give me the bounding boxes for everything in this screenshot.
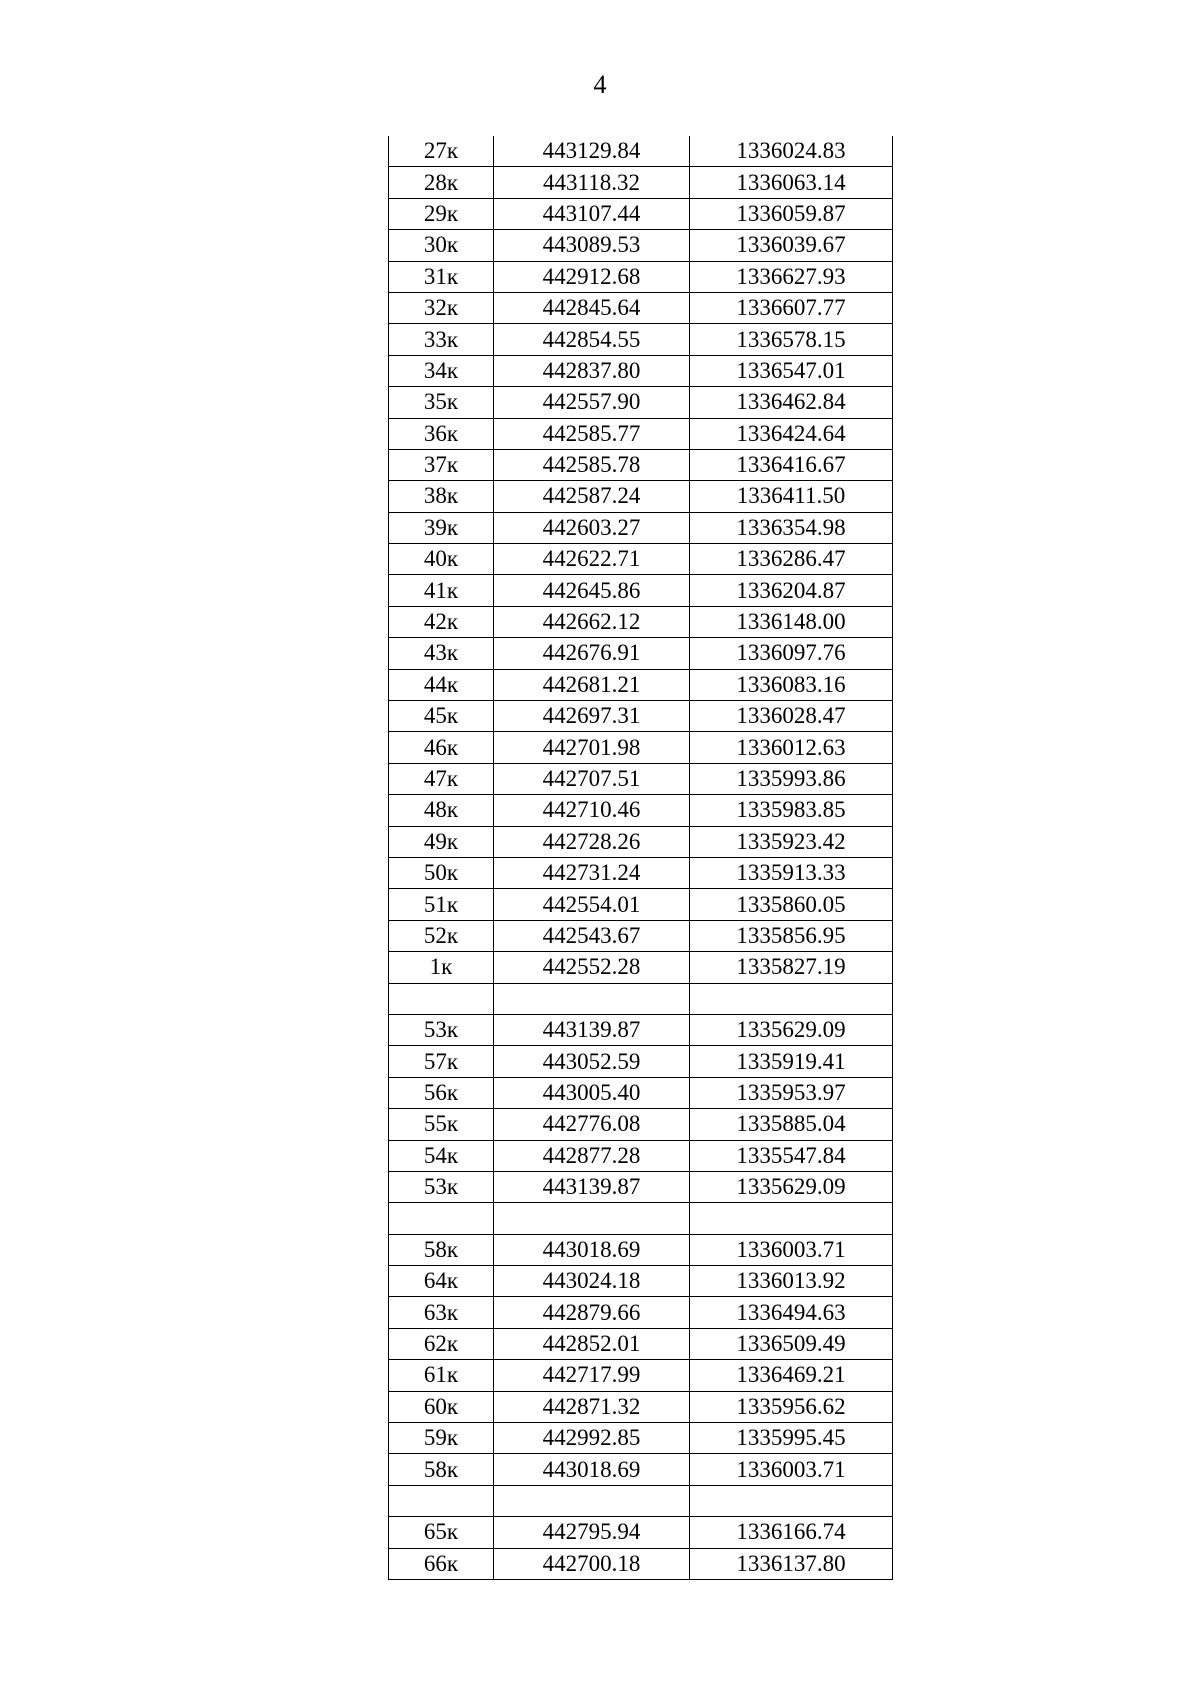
point-id-cell — [389, 983, 494, 1014]
point-id-cell: 54к — [389, 1140, 494, 1171]
x-coordinate-cell: 443107.44 — [494, 198, 690, 229]
y-coordinate-cell: 1336148.00 — [690, 606, 893, 637]
y-coordinate-cell: 1336547.01 — [690, 355, 893, 386]
x-coordinate-cell: 442854.55 — [494, 324, 690, 355]
x-coordinate-cell: 443024.18 — [494, 1266, 690, 1297]
x-coordinate-cell: 442603.27 — [494, 512, 690, 543]
y-coordinate-cell: 1336204.87 — [690, 575, 893, 606]
y-coordinate-cell: 1336424.64 — [690, 418, 893, 449]
x-coordinate-cell — [494, 1485, 690, 1516]
table-row — [389, 1014, 893, 1045]
y-coordinate-cell: 1336003.71 — [690, 1454, 893, 1485]
point-id-cell: 49к — [389, 826, 494, 857]
y-coordinate-cell: 1335923.42 — [690, 826, 893, 857]
table-row — [389, 544, 893, 575]
x-coordinate-cell: 442852.01 — [494, 1328, 690, 1359]
y-coordinate-cell: 1336509.49 — [690, 1328, 893, 1359]
x-coordinate-cell: 442728.26 — [494, 826, 690, 857]
point-id-cell: 64к — [389, 1266, 494, 1297]
y-coordinate-cell — [690, 1203, 893, 1234]
y-coordinate-cell: 1336028.47 — [690, 701, 893, 732]
table-row — [389, 198, 893, 229]
point-id-cell: 52к — [389, 920, 494, 951]
x-coordinate-cell: 442731.24 — [494, 857, 690, 888]
y-coordinate-cell: 1335885.04 — [690, 1109, 893, 1140]
point-id-cell: 51к — [389, 889, 494, 920]
x-coordinate-cell: 442554.01 — [494, 889, 690, 920]
point-id-cell: 59к — [389, 1423, 494, 1454]
point-id-cell: 65к — [389, 1517, 494, 1548]
table-row — [389, 701, 893, 732]
point-id-cell: 46к — [389, 732, 494, 763]
y-coordinate-cell: 1335995.45 — [690, 1423, 893, 1454]
y-coordinate-cell: 1336166.74 — [690, 1517, 893, 1548]
point-id-cell: 56к — [389, 1077, 494, 1108]
table-row — [389, 638, 893, 669]
y-coordinate-cell: 1336097.76 — [690, 638, 893, 669]
table-row — [389, 983, 893, 1014]
x-coordinate-cell: 442710.46 — [494, 795, 690, 826]
table-row — [389, 763, 893, 794]
point-id-cell: 35к — [389, 387, 494, 418]
y-coordinate-cell: 1335827.19 — [690, 952, 893, 983]
y-coordinate-cell: 1336003.71 — [690, 1234, 893, 1265]
table-row — [389, 355, 893, 386]
point-id-cell: 33к — [389, 324, 494, 355]
x-coordinate-cell: 442662.12 — [494, 606, 690, 637]
x-coordinate-cell: 442912.68 — [494, 261, 690, 292]
table-row — [389, 512, 893, 543]
y-coordinate-cell: 1336012.63 — [690, 732, 893, 763]
point-id-cell — [389, 1485, 494, 1516]
page-number: 4 — [593, 70, 607, 99]
table-row — [389, 418, 893, 449]
point-id-cell: 39к — [389, 512, 494, 543]
point-id-cell: 57к — [389, 1046, 494, 1077]
x-coordinate-cell: 442585.77 — [494, 418, 690, 449]
point-id-cell: 34к — [389, 355, 494, 386]
table-row — [389, 481, 893, 512]
table-row — [389, 575, 893, 606]
point-id-cell: 63к — [389, 1297, 494, 1328]
point-id-cell: 66к — [389, 1548, 494, 1579]
table-row — [389, 889, 893, 920]
point-id-cell: 62к — [389, 1328, 494, 1359]
x-coordinate-cell: 442700.18 — [494, 1548, 690, 1579]
y-coordinate-cell: 1335993.86 — [690, 763, 893, 794]
x-coordinate-cell — [494, 983, 690, 1014]
coordinates-table — [388, 136, 893, 1580]
x-coordinate-cell: 443018.69 — [494, 1234, 690, 1265]
point-id-cell: 40к — [389, 544, 494, 575]
point-id-cell: 60к — [389, 1391, 494, 1422]
table-row — [389, 292, 893, 323]
point-id-cell: 55к — [389, 1109, 494, 1140]
x-coordinate-cell: 443139.87 — [494, 1014, 690, 1045]
point-id-cell: 36к — [389, 418, 494, 449]
table-row — [389, 1140, 893, 1171]
y-coordinate-cell: 1336416.67 — [690, 449, 893, 480]
table-row — [389, 1297, 893, 1328]
x-coordinate-cell: 442543.67 — [494, 920, 690, 951]
y-coordinate-cell: 1336354.98 — [690, 512, 893, 543]
point-id-cell: 30к — [389, 230, 494, 261]
y-coordinate-cell: 1336059.87 — [690, 198, 893, 229]
table-row — [389, 167, 893, 198]
point-id-cell: 42к — [389, 606, 494, 637]
y-coordinate-cell: 1335629.09 — [690, 1171, 893, 1202]
x-coordinate-cell: 442676.91 — [494, 638, 690, 669]
point-id-cell: 53к — [389, 1171, 494, 1202]
x-coordinate-cell: 442645.86 — [494, 575, 690, 606]
point-id-cell: 1к — [389, 952, 494, 983]
table-row — [389, 920, 893, 951]
table-row — [389, 1485, 893, 1516]
x-coordinate-cell: 443089.53 — [494, 230, 690, 261]
point-id-cell: 29к — [389, 198, 494, 229]
point-id-cell: 53к — [389, 1014, 494, 1045]
table-row — [389, 136, 893, 167]
table-row — [389, 324, 893, 355]
y-coordinate-cell: 1336627.93 — [690, 261, 893, 292]
x-coordinate-cell: 443118.32 — [494, 167, 690, 198]
y-coordinate-cell: 1336494.63 — [690, 1297, 893, 1328]
y-coordinate-cell: 1335983.85 — [690, 795, 893, 826]
table-row — [389, 795, 893, 826]
y-coordinate-cell: 1336137.80 — [690, 1548, 893, 1579]
table-row — [389, 1423, 893, 1454]
point-id-cell: 38к — [389, 481, 494, 512]
point-id-cell: 43к — [389, 638, 494, 669]
y-coordinate-cell — [690, 983, 893, 1014]
x-coordinate-cell: 443052.59 — [494, 1046, 690, 1077]
x-coordinate-cell: 443139.87 — [494, 1171, 690, 1202]
table-row — [389, 1171, 893, 1202]
x-coordinate-cell: 442587.24 — [494, 481, 690, 512]
x-coordinate-cell: 442697.31 — [494, 701, 690, 732]
table-row — [389, 1548, 893, 1579]
point-id-cell: 44к — [389, 669, 494, 700]
x-coordinate-cell: 442717.99 — [494, 1360, 690, 1391]
x-coordinate-cell: 442707.51 — [494, 763, 690, 794]
coordinates-table-body — [389, 136, 893, 1579]
point-id-cell: 41к — [389, 575, 494, 606]
table-row — [389, 1517, 893, 1548]
point-id-cell: 58к — [389, 1454, 494, 1485]
point-id-cell: 31к — [389, 261, 494, 292]
table-row — [389, 1077, 893, 1108]
x-coordinate-cell: 442585.78 — [494, 449, 690, 480]
y-coordinate-cell: 1336607.77 — [690, 292, 893, 323]
x-coordinate-cell — [494, 1203, 690, 1234]
y-coordinate-cell: 1335629.09 — [690, 1014, 893, 1045]
table-row — [389, 1360, 893, 1391]
y-coordinate-cell: 1336039.67 — [690, 230, 893, 261]
y-coordinate-cell: 1335547.84 — [690, 1140, 893, 1171]
y-coordinate-cell: 1336578.15 — [690, 324, 893, 355]
table-row — [389, 1046, 893, 1077]
y-coordinate-cell — [690, 1485, 893, 1516]
table-row — [389, 261, 893, 292]
y-coordinate-cell: 1336469.21 — [690, 1360, 893, 1391]
y-coordinate-cell: 1336063.14 — [690, 167, 893, 198]
table-row — [389, 230, 893, 261]
point-id-cell: 58к — [389, 1234, 494, 1265]
x-coordinate-cell: 442879.66 — [494, 1297, 690, 1328]
point-id-cell: 28к — [389, 167, 494, 198]
x-coordinate-cell: 442871.32 — [494, 1391, 690, 1422]
x-coordinate-cell: 442701.98 — [494, 732, 690, 763]
y-coordinate-cell: 1335860.05 — [690, 889, 893, 920]
x-coordinate-cell: 442877.28 — [494, 1140, 690, 1171]
y-coordinate-cell: 1335956.62 — [690, 1391, 893, 1422]
y-coordinate-cell: 1336024.83 — [690, 136, 893, 167]
point-id-cell: 61к — [389, 1360, 494, 1391]
point-id-cell — [389, 1203, 494, 1234]
table-row — [389, 732, 893, 763]
x-coordinate-cell: 442681.21 — [494, 669, 690, 700]
table-row — [389, 952, 893, 983]
table-row — [389, 1234, 893, 1265]
table-row — [389, 1328, 893, 1359]
x-coordinate-cell: 442795.94 — [494, 1517, 690, 1548]
y-coordinate-cell: 1336286.47 — [690, 544, 893, 575]
table-row — [389, 1203, 893, 1234]
y-coordinate-cell: 1336462.84 — [690, 387, 893, 418]
point-id-cell: 45к — [389, 701, 494, 732]
x-coordinate-cell: 442837.80 — [494, 355, 690, 386]
x-coordinate-cell: 442845.64 — [494, 292, 690, 323]
table-row — [389, 1454, 893, 1485]
x-coordinate-cell: 443005.40 — [494, 1077, 690, 1108]
table-row — [389, 606, 893, 637]
table-row — [389, 1109, 893, 1140]
y-coordinate-cell: 1336411.50 — [690, 481, 893, 512]
point-id-cell: 27к — [389, 136, 494, 167]
point-id-cell: 32к — [389, 292, 494, 323]
y-coordinate-cell: 1335953.97 — [690, 1077, 893, 1108]
table-row — [389, 1266, 893, 1297]
table-row — [389, 387, 893, 418]
x-coordinate-cell: 442622.71 — [494, 544, 690, 575]
table-row — [389, 1391, 893, 1422]
point-id-cell: 50к — [389, 857, 494, 888]
point-id-cell: 47к — [389, 763, 494, 794]
x-coordinate-cell: 442557.90 — [494, 387, 690, 418]
x-coordinate-cell: 442552.28 — [494, 952, 690, 983]
table-row — [389, 449, 893, 480]
table-row — [389, 826, 893, 857]
point-id-cell: 37к — [389, 449, 494, 480]
point-id-cell: 48к — [389, 795, 494, 826]
x-coordinate-cell: 443129.84 — [494, 136, 690, 167]
y-coordinate-cell: 1335913.33 — [690, 857, 893, 888]
x-coordinate-cell: 442776.08 — [494, 1109, 690, 1140]
x-coordinate-cell: 443018.69 — [494, 1454, 690, 1485]
x-coordinate-cell: 442992.85 — [494, 1423, 690, 1454]
y-coordinate-cell: 1336083.16 — [690, 669, 893, 700]
y-coordinate-cell: 1336013.92 — [690, 1266, 893, 1297]
y-coordinate-cell: 1335919.41 — [690, 1046, 893, 1077]
table-row — [389, 669, 893, 700]
y-coordinate-cell: 1335856.95 — [690, 920, 893, 951]
table-row — [389, 857, 893, 888]
